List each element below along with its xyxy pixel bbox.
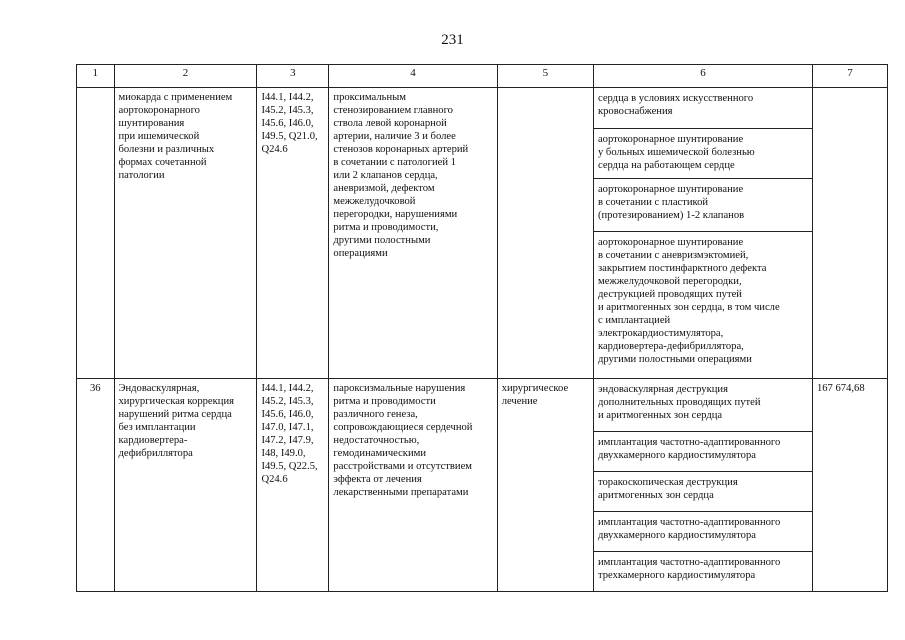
method-item: эндоваскулярная деструкция дополнительных проводящих путей и аритмогенных зон сердца — [594, 379, 812, 432]
table-row-36 — [77, 379, 888, 592]
care-type-cell: миокарда с применением аортокоронарного шунтирования при ишемической болезни и различных формах сочетанной патологии — [114, 88, 257, 379]
col-header-6: 6 — [593, 65, 812, 88]
method-item: имплантация частотно-адаптированного трехкамерного кардиостимулятора — [597, 557, 781, 581]
treatment-methods-cell — [593, 379, 812, 592]
page-number: 231 — [441, 32, 464, 48]
method-item: аортокоронарное шунтирование в сочетании с пластикой (протезированием) 1-2 клапанов — [594, 179, 812, 232]
cost-cell: 167 674,68 — [812, 379, 887, 592]
treatment-type-cell — [497, 88, 593, 379]
method-item: имплантация частотно-адаптированного двухкамерного кардиостимулятора — [594, 432, 812, 472]
col-header-7: 7 — [812, 65, 887, 88]
patient-model-cell: пароксизмальные нарушения ритма и проводимости различного генеза, сопровождающиеся сердечной недостаточностью, гемодинамическими расстройствами и отсутствием эффекта от лечения лекарственными препаратами — [329, 379, 497, 592]
method-item: аортокоронарное шунтирование в сочетании с аневризмэктомией, закрытием постинфарктного дефекта межжелудочковой перегородки, деструкцией проводящих путей и аритмогенных зон сердца, в том числе с имплантацией электрокардиостимулятора, кардиовертера-дефибриллятора, другими полостными операциями — [597, 237, 780, 365]
method-item: аортокоронарное шунтирование у больных ишемической болезнью сердца на работающем сердце — [594, 129, 812, 179]
cost-cell — [812, 88, 887, 379]
column-number-row — [77, 65, 888, 88]
col-header-2: 2 — [114, 65, 257, 88]
treatment-type-cell: хирургическое лечение — [497, 379, 593, 592]
icd-codes-cell: I44.1, I44.2, I45.2, I45.3, I45.6, I46.0, I49.5, Q21.0, Q24.6 — [257, 88, 329, 379]
treatment-methods-cell — [593, 88, 812, 379]
col-header-5: 5 — [497, 65, 593, 88]
col-header-4: 4 — [329, 65, 497, 88]
care-type-cell: Эндоваскулярная, хирургическая коррекция нарушений ритма сердца без имплантации кардиовертера- дефибриллятора — [114, 379, 257, 592]
medical-care-table — [76, 64, 888, 592]
patient-model-cell: проксимальным стенозированием главного ствола левой коронарной артерии, наличие 3 и более стенозов коронарных артерий в сочетании с патологией 1 или 2 клапанов сердца, аневризмой, дефектом межжелудочковой перегородки, нарушениями ритма и проводимости, другими полостными операциями — [329, 88, 497, 379]
method-item: имплантация частотно-адаптированного двухкамерного кардиостимулятора — [594, 512, 812, 552]
row-number-cell — [77, 88, 115, 379]
col-header-1: 1 — [77, 65, 115, 88]
row-number-cell: 36 — [77, 379, 115, 592]
method-item: сердца в условиях искусственного кровоснабжения — [594, 88, 812, 129]
col-header-3: 3 — [257, 65, 329, 88]
method-item: торакоскопическая деструкция аритмогенных зон сердца — [594, 472, 812, 512]
icd-codes-cell: I44.1, I44.2, I45.2, I45.3, I45.6, I46.0, I47.0, I47.1, I47.2, I47.9, I48, I49.0, I49.5, Q22.5, Q24.6 — [257, 379, 329, 592]
table-row-continuation — [77, 88, 888, 379]
